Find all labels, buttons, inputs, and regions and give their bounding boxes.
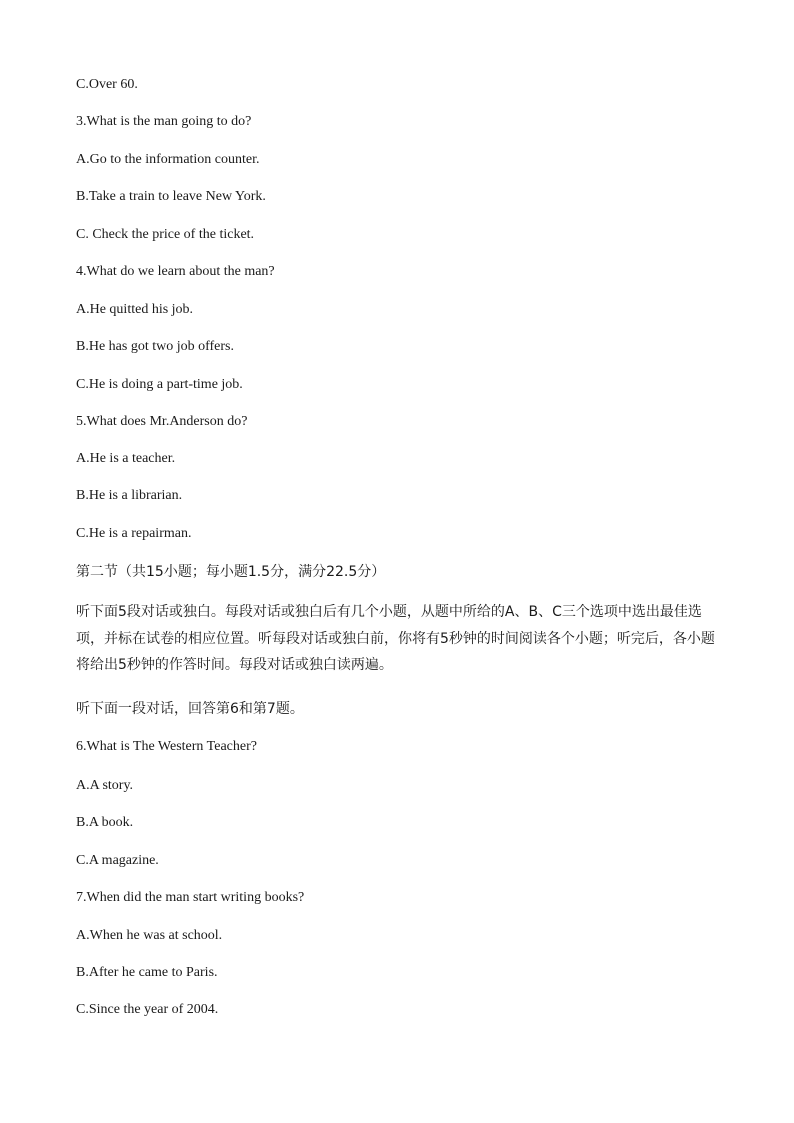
question-4: 4.What do we learn about the man? — [76, 264, 275, 279]
question-6-option-c: C.A magazine. — [76, 853, 159, 868]
question-5: 5.What does Mr.Anderson do? — [76, 414, 248, 429]
question-5-option-b: B.He is a librarian. — [76, 488, 183, 503]
question-6: 6.What is The Western Teacher? — [76, 739, 257, 754]
section-heading: 第二节（共15小题；每小题1.5分，满分22.5分） — [76, 564, 386, 580]
question-7-option-a: A.When he was at school. — [76, 928, 223, 943]
question-5-option-a: A.He is a teacher. — [76, 451, 176, 466]
question-5-option-c: C.He is a repairman. — [76, 526, 192, 541]
question-4-option-b: B.He has got two job offers. — [76, 339, 234, 354]
question-3-option-a: A.Go to the information counter. — [76, 152, 260, 167]
question-7-option-b: B.After he came to Paris. — [76, 965, 218, 980]
question-3-option-b: B.Take a train to leave New York. — [76, 189, 266, 204]
question-3-option-c: C. Check the price of the ticket. — [76, 227, 255, 242]
question-6-option-b: B.A book. — [76, 815, 134, 830]
question-7-option-c: C.Since the year of 2004. — [76, 1002, 219, 1017]
question-4-option-a: A.He quitted his job. — [76, 302, 194, 317]
question-4-option-c: C.He is doing a part-time job. — [76, 377, 243, 392]
option-c-over-60: C.Over 60. — [76, 77, 138, 92]
question-6-option-a: A.A story. — [76, 778, 134, 793]
question-7: 7.When did the man start writing books? — [76, 890, 305, 905]
question-3: 3.What is the man going to do? — [76, 114, 252, 129]
dialogue-prompt: 听下面一段对话，回答第6和第7题。 — [76, 701, 304, 717]
section-instructions: 听下面5段对话或独白。每段对话或独白后有几个小题，从题中所给的A、B、C三个选项中选出最佳选项，并标在试卷的相应位置。听每段对话或独白前，你将有5秒钟的时间阅读各个小题；听完后，各小题将给出5秒钟的作答时间。每段对话或独白读两遍。 — [76, 604, 715, 673]
